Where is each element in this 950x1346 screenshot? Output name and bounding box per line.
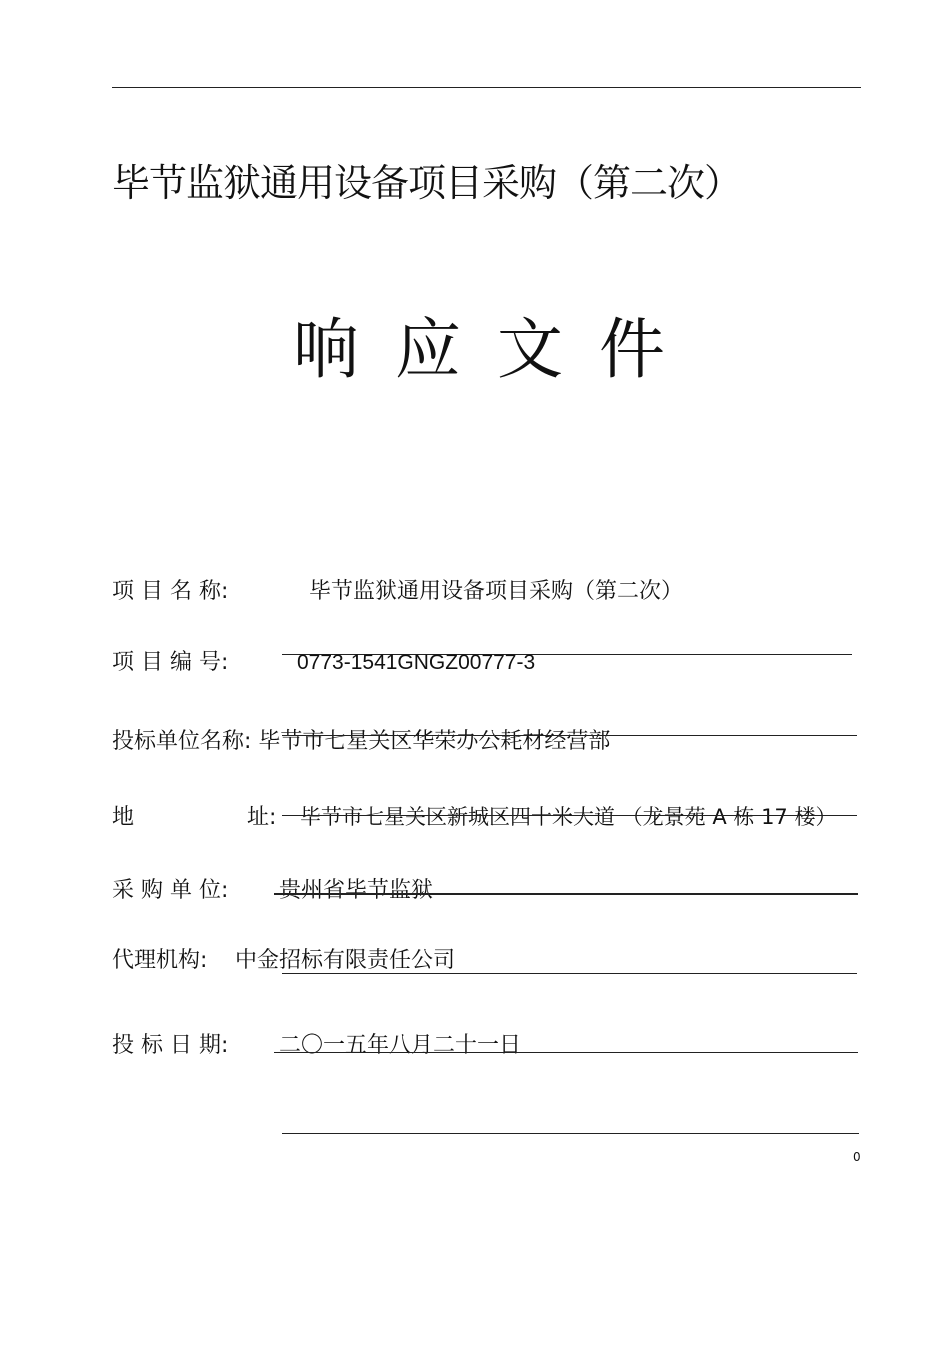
field-label: 投 标 日 期: <box>112 1033 229 1058</box>
field-bid-date <box>112 1031 521 1061</box>
underline <box>274 1052 858 1053</box>
field-value: 贵州省毕节监狱 <box>279 878 434 903</box>
field-project-number <box>112 648 535 678</box>
field-agency <box>112 946 455 976</box>
underline <box>282 815 857 816</box>
field-label: 地 <box>112 805 135 830</box>
field-purchaser <box>112 876 433 906</box>
underline <box>282 735 857 736</box>
field-project-name <box>112 577 683 607</box>
field-value: 毕节市七星关区华荣办公耗材经营部 <box>258 729 611 754</box>
underline <box>282 973 857 974</box>
field-label: 采 购 单 位: <box>112 878 229 903</box>
bottom-rule <box>282 1133 859 1134</box>
field-label: 代理机构: <box>112 948 208 973</box>
field-label: 项 目 名 称: <box>112 579 229 604</box>
field-value: 中金招标有限责任公司 <box>235 948 456 973</box>
field-value: 毕节市七星关区新城区四十米大道 （龙景苑 A 栋 17 楼） <box>300 805 837 829</box>
project-title: 毕节监狱通用设备项目采购（第二次） <box>112 161 742 205</box>
header-rule <box>112 87 861 88</box>
field-label: 投标单位名称: <box>112 729 252 754</box>
page-number: 0 <box>853 1150 861 1164</box>
field-address <box>112 802 836 832</box>
field-bidder <box>112 727 610 757</box>
field-value: 二〇一五年八月二十一日 <box>279 1033 522 1058</box>
field-value: 毕节监狱通用设备项目采购（第二次） <box>309 579 684 604</box>
field-label: 项 目 编 号: <box>112 650 229 675</box>
field-value: 0773-1541GNGZ00777-3 <box>297 651 536 674</box>
underline <box>274 893 858 895</box>
field-label: 址: <box>247 805 277 830</box>
document-type-heading: 响应文件 <box>293 311 701 388</box>
